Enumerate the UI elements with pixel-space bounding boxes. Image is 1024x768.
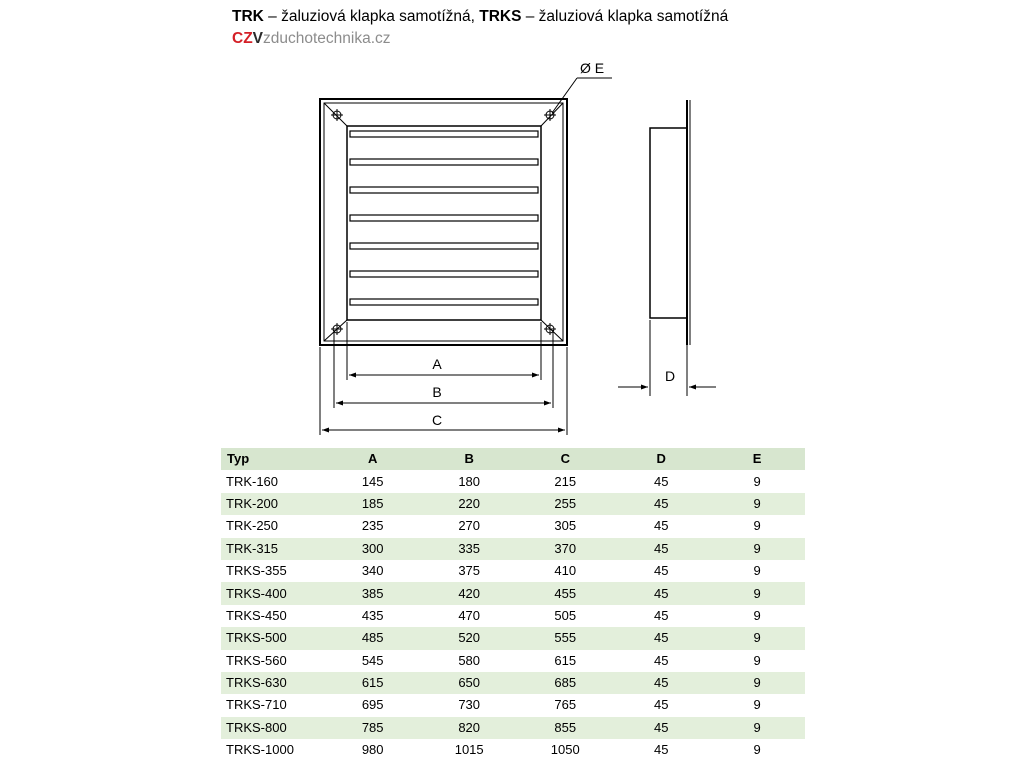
table-row (221, 717, 805, 739)
table-row (221, 627, 805, 649)
type-cell: TRKS-355 (226, 563, 287, 579)
value-cell: 305 (554, 518, 577, 534)
table-row (221, 515, 805, 537)
value-cell: 9 (753, 697, 761, 713)
table-row (221, 582, 805, 604)
value-cell: 370 (517, 538, 613, 560)
type-cell: TRKS-500 (221, 627, 324, 649)
front-view (320, 78, 612, 435)
value-cell: 765 (554, 697, 577, 713)
value-cell: 45 (654, 563, 669, 579)
value-cell: 180 (458, 473, 481, 489)
corner-line-bl (324, 320, 347, 341)
value-cell: 9 (753, 607, 761, 623)
value-cell: 615 (554, 652, 577, 668)
dimensions-table (221, 448, 805, 761)
value-cell: 420 (421, 582, 517, 604)
value-cell: 9 (753, 563, 761, 579)
value-cell: 650 (421, 672, 517, 694)
value-cell: 45 (613, 582, 709, 604)
value-cell: 145 (361, 473, 384, 489)
value-cell: 785 (324, 717, 421, 739)
value-cell: 695 (361, 697, 384, 713)
type-cell: TRKS-450 (226, 607, 287, 623)
value-cell: 520 (421, 627, 517, 649)
dimension-lines-abc (320, 322, 567, 435)
value-cell: 1050 (550, 742, 580, 758)
column-header: Typ (221, 448, 324, 470)
table-row (221, 650, 805, 672)
column-header: A (324, 448, 421, 470)
value-cell: 340 (361, 563, 384, 579)
louver-slat (350, 299, 538, 305)
dimension-c-label: C (431, 412, 443, 428)
value-cell: 45 (654, 652, 669, 668)
value-cell: 335 (421, 538, 517, 560)
side-view (618, 100, 716, 396)
type-cell: TRKS-1000 (226, 742, 294, 758)
louver-slat (350, 215, 538, 221)
type-cell: TRKS-560 (226, 652, 287, 668)
value-cell: 485 (324, 627, 421, 649)
value-cell: 9 (709, 582, 805, 604)
type-cell: TRKS-630 (221, 672, 324, 694)
value-cell: 685 (517, 672, 613, 694)
value-cell: 45 (613, 627, 709, 649)
value-cell: 9 (753, 473, 761, 489)
type-cell: TRKS-800 (221, 717, 324, 739)
value-cell: 235 (361, 518, 384, 534)
dimension-a-label: A (432, 356, 442, 372)
value-cell: 9 (753, 652, 761, 668)
mounting-holes (331, 109, 556, 335)
louver-slat (350, 243, 538, 249)
brand-v: V (252, 30, 264, 47)
value-cell: 9 (753, 518, 761, 534)
title-trk-desc: – žaluziová klapka samotížná, (263, 8, 480, 25)
value-cell: 45 (654, 473, 669, 489)
value-cell: 45 (613, 493, 709, 515)
value-cell: 270 (458, 518, 481, 534)
value-cell: 1015 (454, 742, 484, 758)
louver-slat (350, 159, 538, 165)
column-header: E (709, 448, 805, 470)
value-cell: 730 (458, 697, 481, 713)
louver-slat (350, 271, 538, 277)
table-row (221, 672, 805, 694)
value-cell: 9 (709, 672, 805, 694)
type-cell: TRK-200 (221, 493, 324, 515)
table-row (221, 470, 805, 492)
brand-cz: CZ (232, 30, 253, 47)
value-cell: 855 (517, 717, 613, 739)
column-header: D (613, 448, 709, 470)
louver-slats (350, 131, 538, 305)
value-cell: 455 (517, 582, 613, 604)
value-cell: 820 (421, 717, 517, 739)
value-cell: 505 (554, 607, 577, 623)
dimension-b-label: B (432, 384, 442, 400)
type-cell: TRKS-710 (226, 697, 287, 713)
value-cell: 45 (613, 538, 709, 560)
louver-slat (350, 131, 538, 137)
value-cell: 220 (421, 493, 517, 515)
value-cell: 9 (709, 493, 805, 515)
value-cell: 580 (458, 652, 481, 668)
value-cell: 45 (613, 717, 709, 739)
column-header: C (517, 448, 613, 470)
table-row (221, 694, 805, 716)
dimension-d-label: D (664, 368, 676, 384)
value-cell: 300 (324, 538, 421, 560)
value-cell: 45 (654, 518, 669, 534)
louver-slat (350, 187, 538, 193)
value-cell: 45 (654, 742, 669, 758)
value-cell: 9 (709, 717, 805, 739)
value-cell: 545 (361, 652, 384, 668)
value-cell: 555 (517, 627, 613, 649)
title-trks: TRKS (479, 8, 522, 25)
type-cell: TRK-160 (226, 473, 279, 489)
value-cell: 45 (654, 607, 669, 623)
table-body (221, 470, 805, 761)
title-trks-desc: – žaluziová klapka samotížná (521, 8, 729, 25)
outer-frame (320, 99, 567, 345)
value-cell: 45 (613, 672, 709, 694)
value-cell: 375 (458, 563, 481, 579)
title-trk: TRK (232, 8, 264, 25)
value-cell: 9 (709, 627, 805, 649)
value-cell: 185 (324, 493, 421, 515)
table-row (221, 538, 805, 560)
column-header: B (421, 448, 517, 470)
value-cell: 470 (458, 607, 481, 623)
value-cell: 9 (753, 742, 761, 758)
value-cell: 980 (361, 742, 384, 758)
type-cell: TRK-315 (221, 538, 324, 560)
table-row (221, 493, 805, 515)
table-row (221, 605, 805, 627)
table-row (221, 560, 805, 582)
brand-domain: zduchotechnika.cz (263, 30, 391, 47)
value-cell: 385 (324, 582, 421, 604)
table-row (221, 739, 805, 761)
value-cell: 410 (554, 563, 577, 579)
dimension-e-label: Ø E (580, 60, 605, 76)
value-cell: 615 (324, 672, 421, 694)
side-body (650, 128, 687, 318)
value-cell: 45 (654, 697, 669, 713)
type-cell: TRKS-400 (221, 582, 324, 604)
hole-leader (552, 78, 612, 113)
value-cell: 9 (709, 538, 805, 560)
inner-opening (347, 126, 541, 320)
value-cell: 215 (554, 473, 577, 489)
table-header-row (221, 448, 805, 470)
value-cell: 255 (517, 493, 613, 515)
type-cell: TRK-250 (226, 518, 279, 534)
value-cell: 435 (361, 607, 384, 623)
corner-line-br (541, 320, 563, 341)
